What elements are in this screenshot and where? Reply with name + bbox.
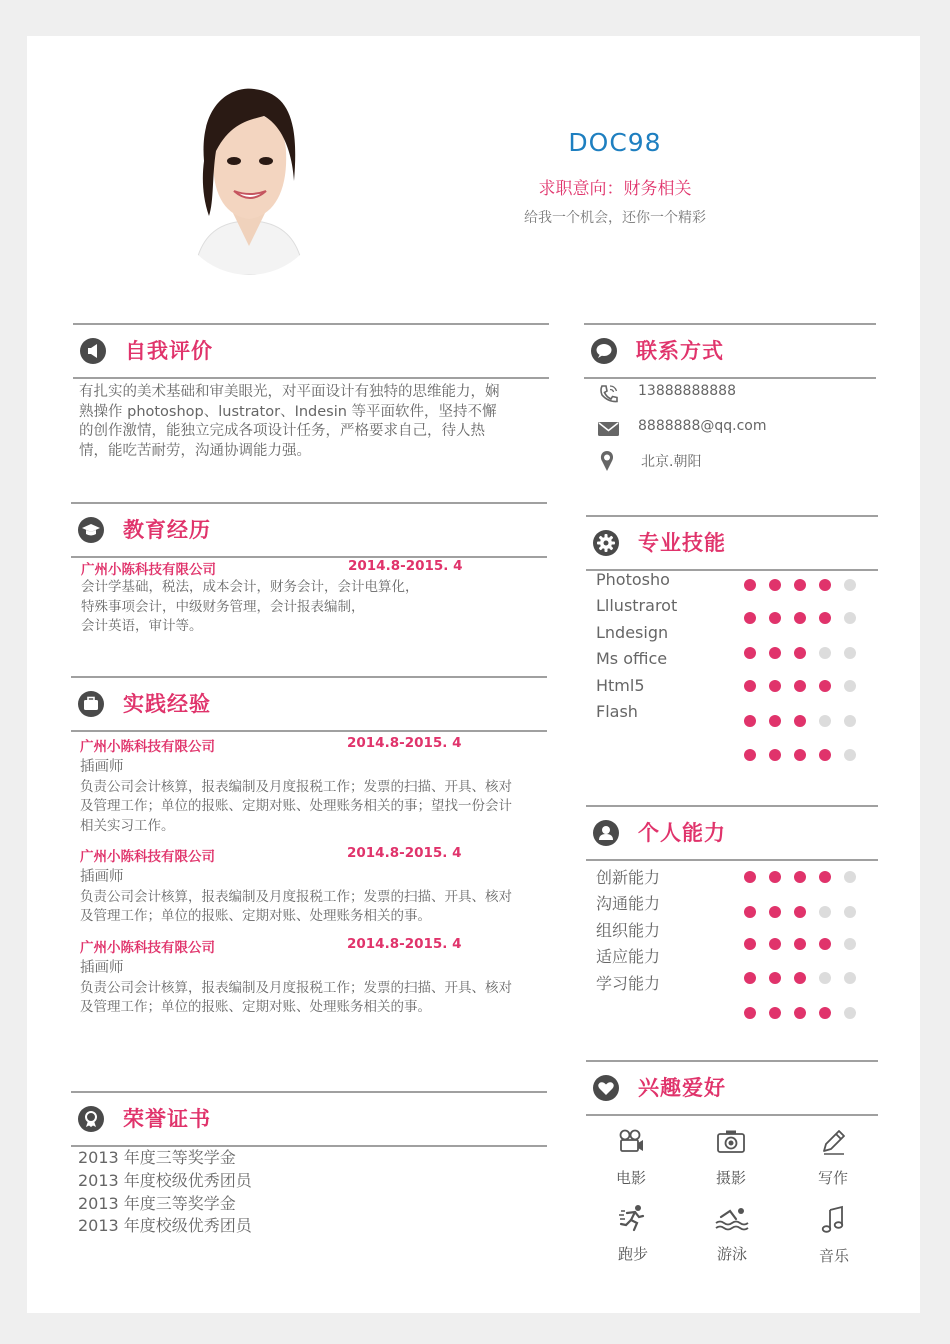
section-title: 实践经验 [123,692,211,716]
rating-dot-filled [769,938,781,950]
rating-dot-filled [794,749,806,761]
rating-dot-filled [769,906,781,918]
ability-label: 沟通能力 [596,894,661,913]
honor-item: 2013 年度三等奖学金 [78,1194,236,1213]
rating-dot-filled [744,906,756,918]
film-camera-icon [616,1127,646,1157]
practice-detail [80,758,550,836]
hobby-label: 写作 [817,1169,848,1187]
swimming-icon [715,1203,749,1233]
profile-photo [174,81,324,275]
briefcase-icon [78,691,104,717]
skill-label: Lllustrarot [596,596,678,615]
text-line: 熟操作 photoshop、lustrator、Indesin 等平面软件，坚持不懈 [79,403,497,420]
section-title: 兴趣爱好 [638,1076,726,1100]
rating-dot-filled [794,906,806,918]
honor-item: 2013 年度校级优秀团员 [78,1171,252,1190]
rating-dot-filled [744,972,756,984]
section-contact [584,323,876,379]
section-skills [586,515,878,571]
text-line: 特殊事项会计，中级财务管理，会计报表编制， [81,598,365,615]
text-line: 及管理工作；单位的报账、定期对账、处理账务相关的事；望找一份会计 [80,798,512,814]
text-line: 负责公司会计核算，报表编制及月度报税工作；发票的扫描、开具、核对 [80,979,512,996]
section-practice [71,676,547,732]
rating-dot-filled [819,749,831,761]
ability-label: 组织能力 [596,921,661,940]
ability-label: 学习能力 [596,974,661,993]
email-value: 8888888@qq.com [638,418,767,434]
honor-item: 2013 年度校级优秀团员 [78,1216,252,1235]
rating-dot-filled [794,715,806,727]
text-line: 会计学基础，税法，成本会计，财务会计，会计电算化， [81,579,419,595]
chat-bubble-icon [591,338,617,364]
gear-icon [593,530,619,556]
rating-dot-filled [769,749,781,761]
rating-dot-filled [769,871,781,883]
pencil-icon [818,1127,848,1157]
rating-dot-empty [844,938,856,950]
rating-dot-filled [769,715,781,727]
rating-dot-empty [819,647,831,659]
text-line: 及管理工作；单位的报账、定期对账、处理账务相关的事。 [80,908,431,924]
rating-dot-empty [844,579,856,591]
section-title: 专业技能 [638,531,726,555]
location-pin-icon [596,449,622,475]
skill-label: Photosho [596,570,670,589]
section-honors [71,1091,547,1147]
rating-dot-filled [744,612,756,624]
award-icon [78,1106,104,1132]
rating-dot-filled [819,680,831,692]
practice-period: 2014.8-2015. 4 [347,735,462,751]
text-line: 情，能吃苦耐劳，沟通协调能力强。 [79,442,311,459]
practice-role: 插画师 [80,759,124,775]
education-period: 2014.8-2015. 4 [348,558,463,574]
rating-dot-filled [769,1007,781,1019]
rating-dot-filled [744,579,756,591]
practice-period: 2014.8-2015. 4 [347,845,462,861]
practice-company: 广州小陈科技有限公司 [80,849,215,865]
skill-label: Html5 [596,676,645,695]
rating-dot-filled [794,938,806,950]
text-line: 会计英语，审计等。 [81,618,203,634]
rating-dot-empty [844,871,856,883]
rating-dot-empty [844,647,856,659]
music-note-icon [819,1205,849,1235]
rating-dot-empty [844,612,856,624]
text-line: 负责公司会计核算，报表编制及月度报税工作；发票的扫描、开具、核对 [80,888,512,905]
section-title: 教育经历 [123,518,211,542]
text-line: 有扎实的美术基础和审美眼光，对平面设计有独特的思维能力，娴 [79,384,500,400]
practice-company: 广州小陈科技有限公司 [80,940,215,956]
rating-dot-empty [844,1007,856,1019]
section-hobbies [586,1060,878,1116]
mail-icon [596,418,622,440]
rating-dot-empty [844,749,856,761]
hobby-label: 游泳 [716,1245,747,1263]
rating-dot-filled [819,871,831,883]
rating-dot-filled [819,579,831,591]
megaphone-icon [80,338,106,364]
rating-dot-filled [744,715,756,727]
education-courses [81,578,541,637]
rating-dot-filled [819,938,831,950]
rating-dot-filled [794,1007,806,1019]
rating-dot-empty [844,680,856,692]
section-self-eval [73,323,549,379]
candidate-name: DOC98 [568,128,662,157]
rating-dot-filled [744,680,756,692]
user-icon [593,820,619,846]
skill-label: Flash [596,702,638,721]
phone-icon [596,381,622,407]
rating-dot-filled [744,871,756,883]
rating-dot-filled [769,972,781,984]
rating-dot-filled [744,938,756,950]
practice-period: 2014.8-2015. 4 [347,936,462,952]
address-value: 北京.朝阳 [641,454,702,470]
motto: 给我一个机会，还你一个精彩 [524,210,706,226]
rating-dot-filled [769,647,781,659]
section-education [71,502,547,558]
text-line: 及管理工作；单位的报账、定期对账、处理账务相关的事。 [80,999,431,1015]
ability-label: 创新能力 [596,868,661,887]
self-eval-text [79,383,547,461]
job-intent: 求职意向：财务相关 [538,179,692,199]
rating-dot-filled [744,749,756,761]
rating-dot-empty [844,715,856,727]
honor-item: 2013 年度三等奖学金 [78,1148,236,1167]
rating-dot-empty [844,906,856,918]
rating-dot-filled [794,579,806,591]
text-line: 的创作激情，能独立完成各项设计任务，严格要求自己，待人热 [79,423,485,439]
rating-dot-filled [744,647,756,659]
rating-dot-empty [819,972,831,984]
hobby-label: 电影 [615,1169,646,1187]
practice-company: 广州小陈科技有限公司 [80,739,215,755]
rating-dot-empty [819,715,831,727]
camera-icon [716,1127,746,1157]
rating-dot-filled [769,579,781,591]
rating-dot-filled [769,612,781,624]
education-company: 广州小陈科技有限公司 [81,562,216,578]
section-abilities [586,805,878,861]
text-line: 负责公司会计核算，报表编制及月度报税工作；发票的扫描、开具、核对 [80,778,512,795]
running-icon [618,1203,648,1233]
rating-dot-filled [769,680,781,692]
rating-dot-filled [794,680,806,692]
heart-icon [593,1075,619,1101]
rating-dot-filled [794,647,806,659]
hobby-label: 音乐 [818,1247,849,1265]
section-title: 个人能力 [638,821,726,845]
graduation-cap-icon [78,517,104,543]
phone-value: 13888888888 [638,383,736,399]
rating-dot-filled [819,612,831,624]
rating-dot-filled [744,1007,756,1019]
rating-dot-filled [794,871,806,883]
ability-label: 适应能力 [596,947,661,966]
skill-label: Lndesign [596,623,669,642]
hobby-label: 摄影 [715,1169,746,1187]
skill-label: Ms office [596,649,668,668]
section-title: 联系方式 [636,339,724,363]
practice-role: 插画师 [80,869,124,885]
hobby-label: 跑步 [617,1245,648,1263]
practice-detail [80,868,550,927]
section-title: 荣誉证书 [123,1107,211,1131]
rating-dot-empty [819,906,831,918]
practice-detail [80,959,550,1018]
text-line: 相关实习工作。 [80,817,175,834]
rating-dot-filled [819,1007,831,1019]
practice-role: 插画师 [80,960,124,976]
rating-dot-filled [794,972,806,984]
rating-dot-empty [844,972,856,984]
rating-dot-filled [794,612,806,624]
section-title: 自我评价 [125,339,213,363]
